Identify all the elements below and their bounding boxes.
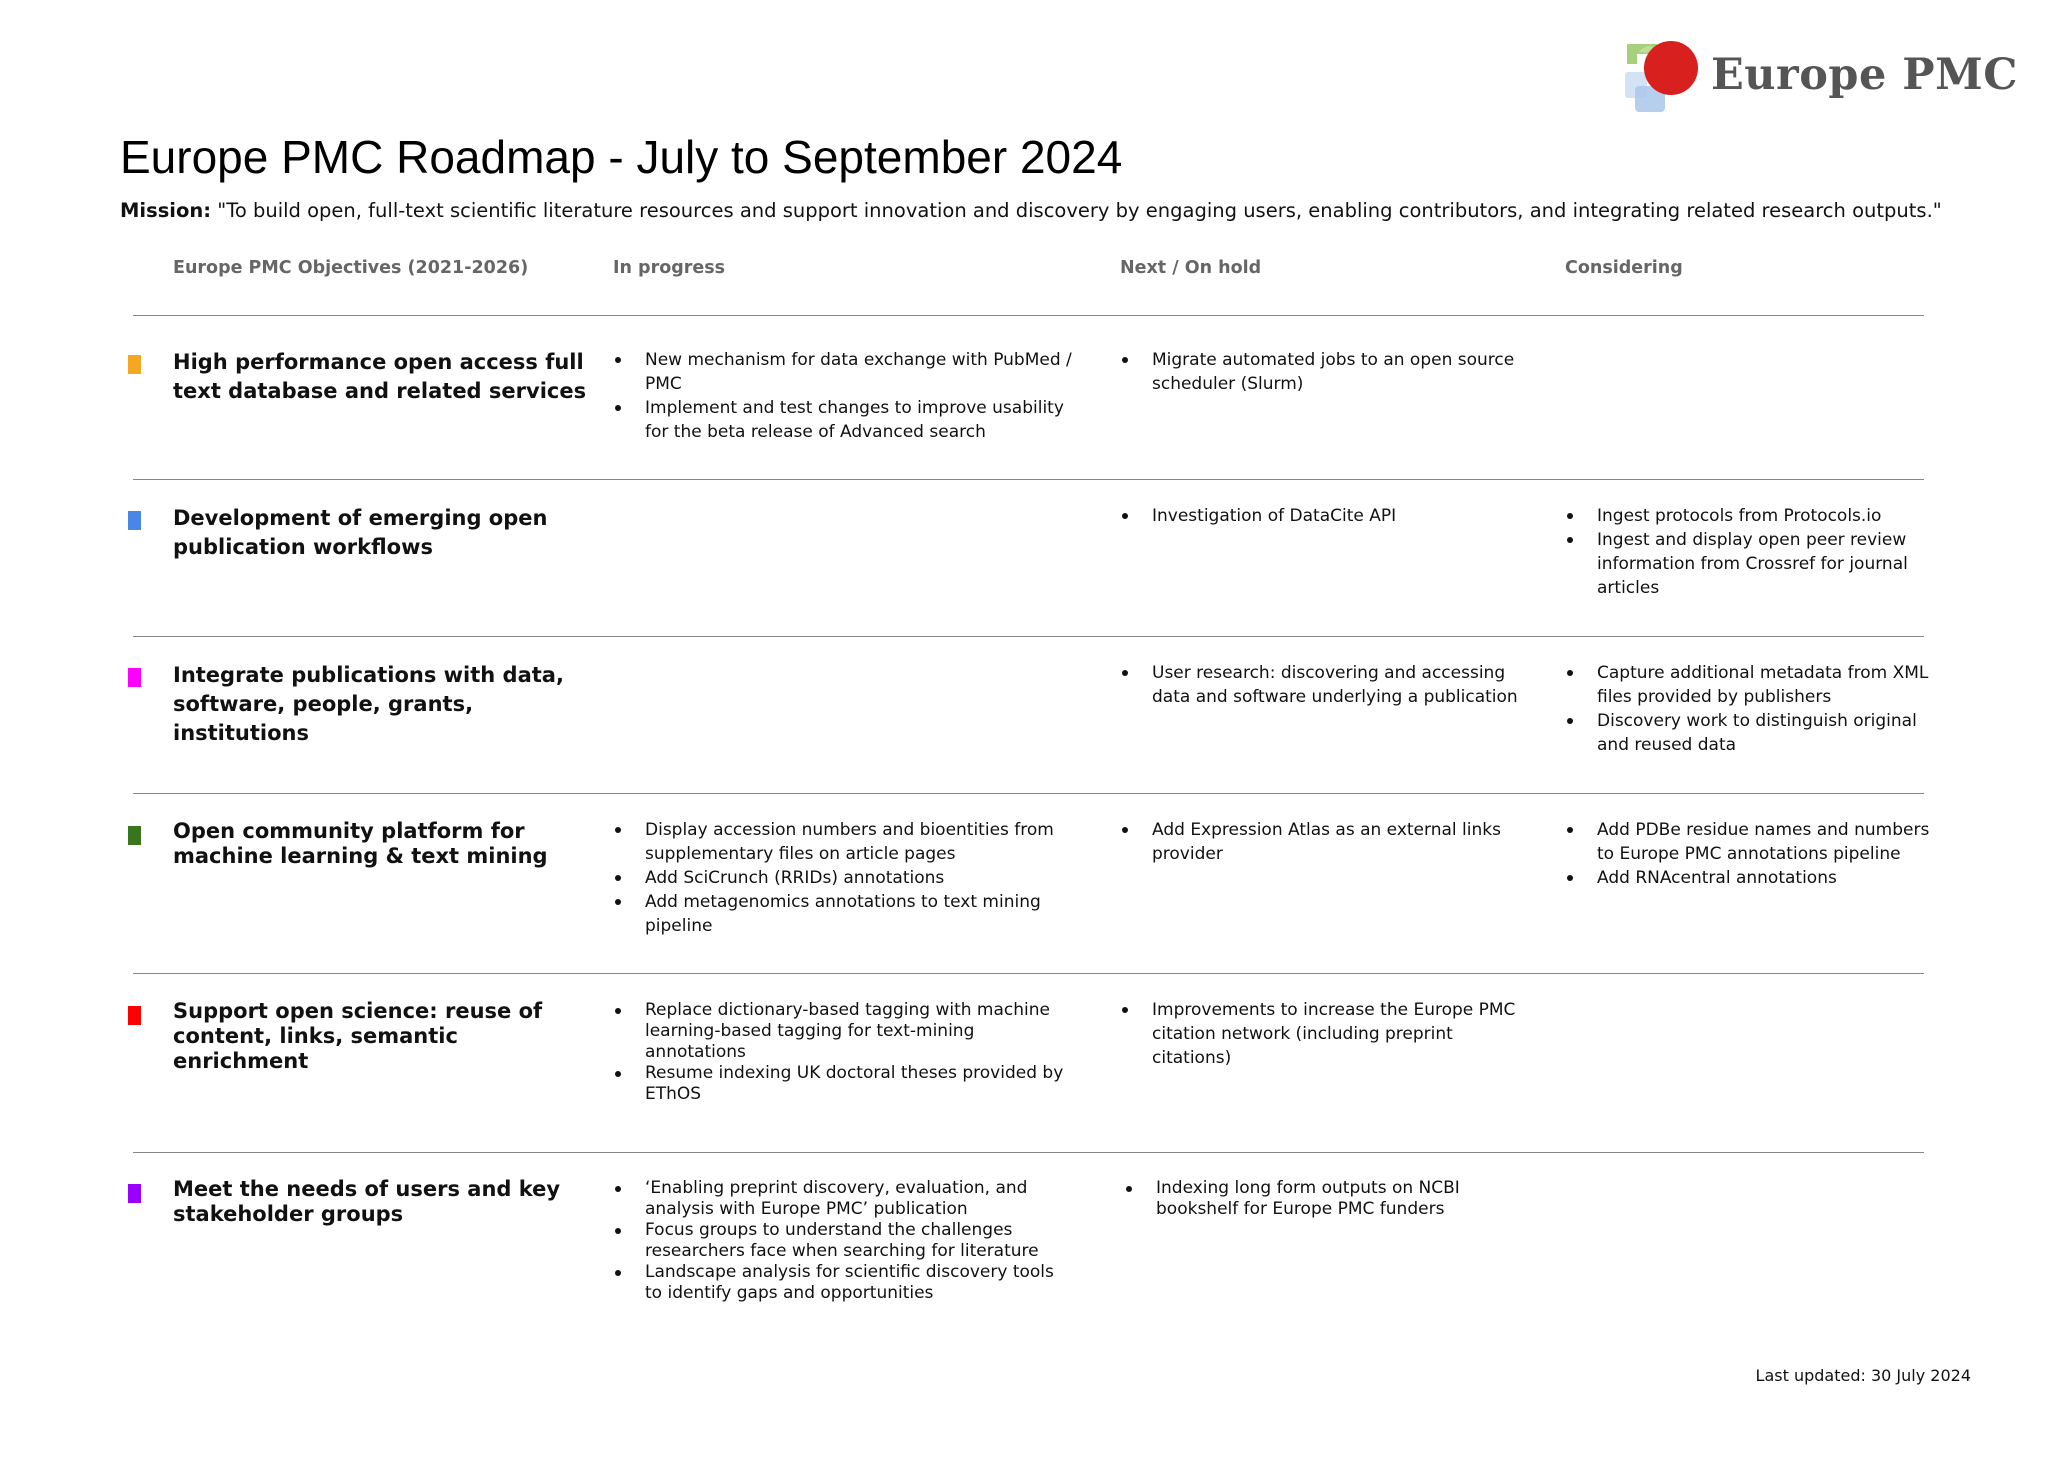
page-title: Europe PMC Roadmap - July to September 2024 [120,131,1123,183]
row-color-marker [128,826,141,845]
objective-title: Support open science: reuse of content, links, semantic enrichment [173,999,543,1073]
list-item: ‘Enabling preprint discovery, evaluation, and analysis with Europe PMC’ publication [613,1178,1073,1220]
considering-list [1565,661,1935,757]
list-item: Investigation of DataCite API [1120,504,1530,528]
row-color-marker [128,1006,141,1025]
row-color-marker [128,355,141,374]
row-color-marker [128,511,141,530]
objective-title: Development of emerging open publication workflows [173,506,548,559]
objective-title: Open community platform for machine learning & text mining [173,819,548,868]
header-in-progress: In progress [613,258,726,278]
objective-title: Integrate publications with data, software, people, grants, institutions [173,663,564,745]
in-progress-list [613,348,1073,444]
list-item: Add metagenomics annotations to text mining pipeline [613,890,1073,938]
list-item: Resume indexing UK doctoral theses provided by EThOS [613,1063,1073,1105]
list-item: Ingest protocols from Protocols.io [1565,504,1935,528]
list-item: Landscape analysis for scientific discovery tools to identify gaps and opportunities [613,1262,1073,1304]
in-progress-list [613,1000,1073,1105]
divider [133,973,1924,974]
next-list [1120,348,1530,396]
considering-list [1565,818,1935,890]
list-item: User research: discovering and accessing data and software underlying a publication [1120,661,1530,709]
row-color-marker [128,668,141,687]
list-item: Improvements to increase the Europe PMC citation network (including preprint citations) [1120,998,1530,1070]
list-item: Add Expression Atlas as an external links provider [1120,818,1530,866]
list-item: Add PDBe residue names and numbers to Europe PMC annotations pipeline [1565,818,1935,866]
divider [133,793,1924,794]
list-item: Replace dictionary-based tagging with machine learning-based tagging for text-mining annotations [613,1000,1073,1063]
objective-title: High performance open access full text database and related services [173,350,587,403]
header-considering: Considering [1565,258,1683,278]
divider [133,315,1924,316]
in-progress-list [613,818,1073,938]
list-item: Implement and test changes to improve usability for the beta release of Advanced search [613,396,1073,444]
mission-statement [120,199,2000,222]
header-objectives: Europe PMC Objectives (2021-2026) [173,258,529,278]
europe-pmc-logo-icon [1615,30,1705,120]
list-item: Add RNAcentral annotations [1565,866,1935,890]
list-item: Focus groups to understand the challenges researchers face when searching for literature [613,1220,1073,1262]
list-item: Migrate automated jobs to an open source scheduler (Slurm) [1120,348,1530,396]
in-progress-list [613,1178,1073,1304]
list-item: Capture additional metadata from XML files provided by publishers [1565,661,1935,709]
next-list [1120,661,1530,709]
header-next-on-hold: Next / On hold [1120,258,1262,278]
list-item: Add SciCrunch (RRIDs) annotations [613,866,1073,890]
column-headers [0,258,2053,288]
next-list [1124,1178,1534,1220]
logo-wordmark: Europe PMC [1711,50,2018,100]
divider [133,636,1924,637]
row-color-marker [128,1184,141,1203]
list-item: Display accession numbers and bioentities from supplementary files on article pages [613,818,1073,866]
mission-text: "To build open, full-text scientific literature resources and support innovation and discovery by engaging users, enabling contributors, and integrating related research outputs." [211,199,1942,222]
list-item: Discovery work to distinguish original and reused data [1565,709,1935,757]
objective-title: Meet the needs of users and key stakeholder groups [173,1177,561,1226]
considering-list [1565,504,1935,600]
next-list [1120,818,1530,866]
last-updated: Last updated: 30 July 2024 [1755,1366,1971,1385]
list-item: New mechanism for data exchange with PubMed / PMC [613,348,1073,396]
mission-label: Mission: [120,199,212,222]
list-item: Ingest and display open peer review information from Crossref for journal articles [1565,528,1935,600]
next-list [1120,998,1530,1070]
divider [133,479,1924,480]
europe-pmc-logo[interactable] [1615,30,2018,120]
next-list [1120,504,1530,528]
divider [133,1152,1924,1153]
list-item: Indexing long form outputs on NCBI bookshelf for Europe PMC funders [1124,1178,1534,1220]
